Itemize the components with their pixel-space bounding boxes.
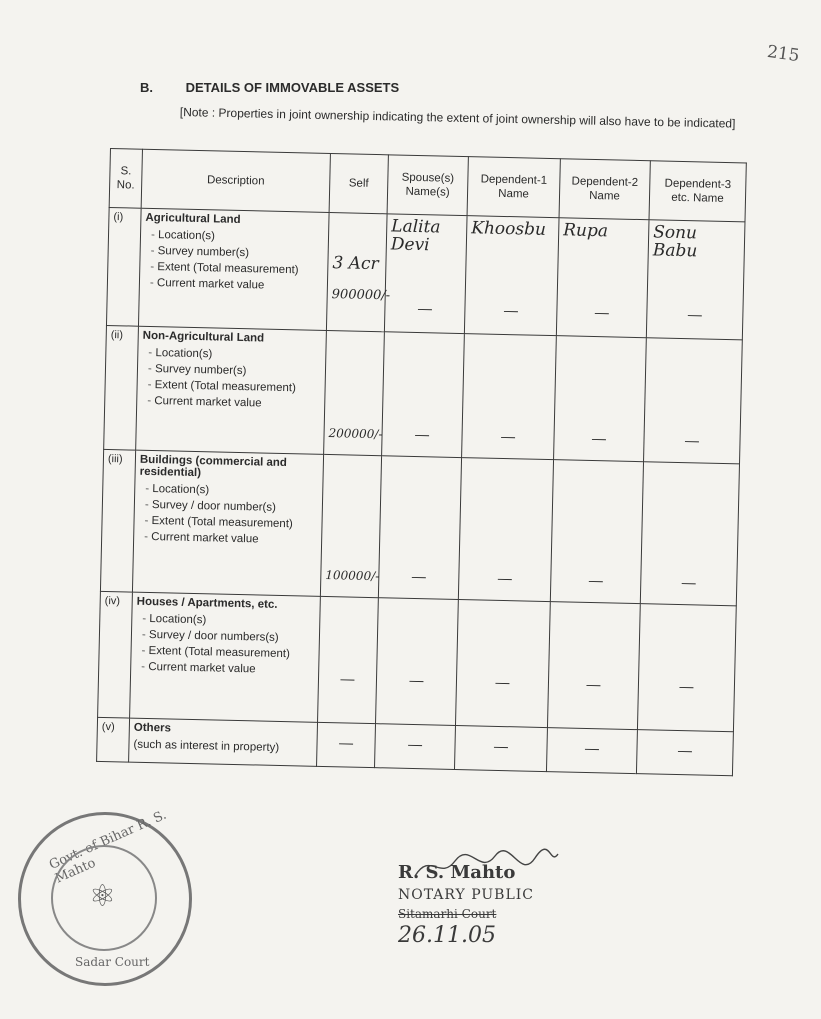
dash-mark: —	[500, 427, 516, 445]
table-row	[106, 207, 745, 339]
dash-mark: —	[407, 735, 423, 753]
assets-table	[96, 148, 747, 776]
dash-mark: —	[417, 300, 433, 317]
dash-mark: —	[493, 737, 509, 755]
row-title: Houses / Apartments, etc.	[136, 595, 278, 611]
dependent-1-name-handwritten: Khoosbu	[471, 218, 547, 240]
dependent-3-cell	[640, 462, 739, 606]
spouse-cell	[384, 214, 467, 334]
immovable-assets-form	[96, 148, 746, 776]
notary-name: R. S. Mahto	[398, 862, 516, 883]
spouse-cell	[382, 332, 465, 458]
row-item: - Location(s)	[142, 345, 321, 365]
row-sno: (v)	[97, 717, 130, 762]
dash-mark: —	[687, 306, 703, 323]
emblem-icon: ⚛	[89, 880, 116, 913]
dash-mark: —	[497, 569, 513, 587]
dependent-1-cell	[458, 458, 553, 602]
row-item: - Survey number(s)	[142, 361, 321, 381]
dash-mark: —	[681, 574, 696, 591]
table-row	[98, 591, 737, 731]
header-self: Self	[329, 154, 388, 214]
row-note: (such as interest in property)	[133, 738, 280, 754]
dependent-2-cell	[547, 602, 640, 730]
notary-date-handwritten: 26.11.05	[398, 923, 496, 948]
row-item: - Survey / door number(s)	[139, 497, 318, 517]
dash-mark: —	[588, 571, 604, 589]
dependent-1-cell	[462, 334, 557, 460]
row-description	[129, 718, 318, 766]
self-value-handwritten: 900000/-	[331, 287, 391, 304]
dash-mark: —	[586, 675, 601, 693]
row-description	[136, 326, 327, 454]
row-description	[138, 208, 329, 330]
page-number-mark: 215	[765, 41, 801, 67]
self-cell	[324, 330, 385, 455]
dependent-2-name-handwritten: Rupa	[563, 220, 609, 242]
dash-mark: —	[495, 673, 510, 691]
row-description	[132, 450, 323, 596]
dash-mark: —	[409, 671, 424, 689]
seal-bottom-text: Sadar Court	[75, 955, 150, 969]
row-description	[130, 592, 321, 722]
row-item: - Survey number(s)	[144, 243, 323, 263]
header-dependent-1: Dependent-1 Name	[467, 157, 560, 218]
row-item: - Location(s)	[136, 611, 315, 631]
dependent-2-cell	[554, 336, 647, 462]
section-title: DETAILS OF IMMOVABLE ASSETS	[185, 80, 400, 95]
header-spouse: Spouse(s) Name(s)	[387, 155, 468, 216]
table-row	[100, 449, 739, 605]
dash-mark: —	[338, 734, 354, 751]
dependent-3-name-handwritten: Sonu Babu	[652, 222, 698, 262]
row-item: - Extent (Total measurement)	[144, 259, 323, 279]
row-item: - Location(s)	[139, 481, 318, 501]
row-sno: (iv)	[98, 591, 133, 718]
notary-role: NOTARY PUBLIC	[398, 887, 535, 903]
seal-inner-ring	[51, 845, 157, 951]
row-item: - Extent (Total measurement)	[135, 643, 314, 663]
section-heading	[140, 80, 399, 95]
dependent-1-cell	[455, 600, 550, 728]
dash-mark: —	[684, 432, 700, 449]
dependent-3-cell	[637, 604, 736, 732]
spouse-cell	[375, 724, 456, 770]
dash-mark: —	[414, 425, 430, 443]
self-cell	[326, 212, 391, 331]
dependent-3-cell	[636, 730, 733, 776]
dash-mark: —	[340, 670, 355, 687]
seal-top-text: Govt. of Bihar R. S. Mahto	[47, 807, 169, 887]
spouse-cell	[376, 598, 459, 726]
row-title: Buildings (commercial and residential)	[139, 453, 288, 480]
row-item: - Current market value	[144, 275, 323, 295]
dependent-2-cell	[546, 728, 637, 774]
self-value-handwritten: 200000/-	[328, 426, 383, 442]
dependent-3-cell	[644, 338, 743, 464]
row-sno: (iii)	[100, 449, 135, 592]
dependent-2-cell	[550, 460, 643, 604]
row-title: Others	[133, 721, 172, 735]
dependent-3-cell	[646, 220, 745, 340]
notary-stamp	[398, 862, 558, 948]
dependent-1-cell	[464, 216, 559, 336]
section-letter: B.	[140, 80, 153, 95]
header-sno: S. No.	[109, 149, 142, 209]
spouse-name-handwritten: Lalita Devi	[390, 216, 441, 256]
self-value-handwritten: 100000/-	[325, 567, 380, 584]
row-item: - Survey / door numbers(s)	[136, 627, 315, 647]
dash-mark: —	[679, 678, 694, 695]
dependent-1-cell	[454, 725, 547, 771]
row-title: Non-Agricultural Land	[142, 329, 265, 345]
section-note: [Note : Properties in joint ownership indicating the extent of joint ownership will also have to be indicated]	[179, 104, 736, 131]
header-dependent-3: Dependent-3 etc. Name	[649, 161, 746, 222]
row-item: - Extent (Total measurement)	[138, 513, 317, 533]
notary-place: Sitamarhi Court	[398, 907, 497, 921]
spouse-cell	[378, 456, 461, 600]
self-extent-handwritten: 3 Acr	[332, 253, 379, 275]
table-row	[104, 325, 743, 463]
dash-mark: —	[411, 567, 427, 585]
self-cell	[318, 596, 379, 723]
header-dependent-2: Dependent-2 Name	[559, 159, 650, 220]
row-title: Agricultural Land	[145, 211, 241, 226]
row-item: - Location(s)	[145, 227, 324, 247]
row-item: - Current market value	[135, 659, 314, 679]
dash-mark: —	[677, 742, 693, 759]
self-cell	[317, 722, 376, 767]
row-sno: (ii)	[104, 325, 139, 450]
row-sno: (i)	[106, 207, 141, 326]
header-description: Description	[141, 149, 330, 212]
dependent-2-cell	[556, 218, 649, 338]
row-item: - Extent (Total measurement)	[141, 377, 320, 397]
self-cell	[320, 454, 381, 597]
dash-mark: —	[594, 304, 610, 321]
dash-mark: —	[584, 739, 600, 757]
row-item: - Current market value	[141, 393, 320, 413]
dash-mark: —	[503, 301, 519, 319]
dash-mark: —	[591, 430, 607, 447]
row-item: - Current market value	[138, 529, 317, 549]
notary-seal	[18, 807, 192, 986]
